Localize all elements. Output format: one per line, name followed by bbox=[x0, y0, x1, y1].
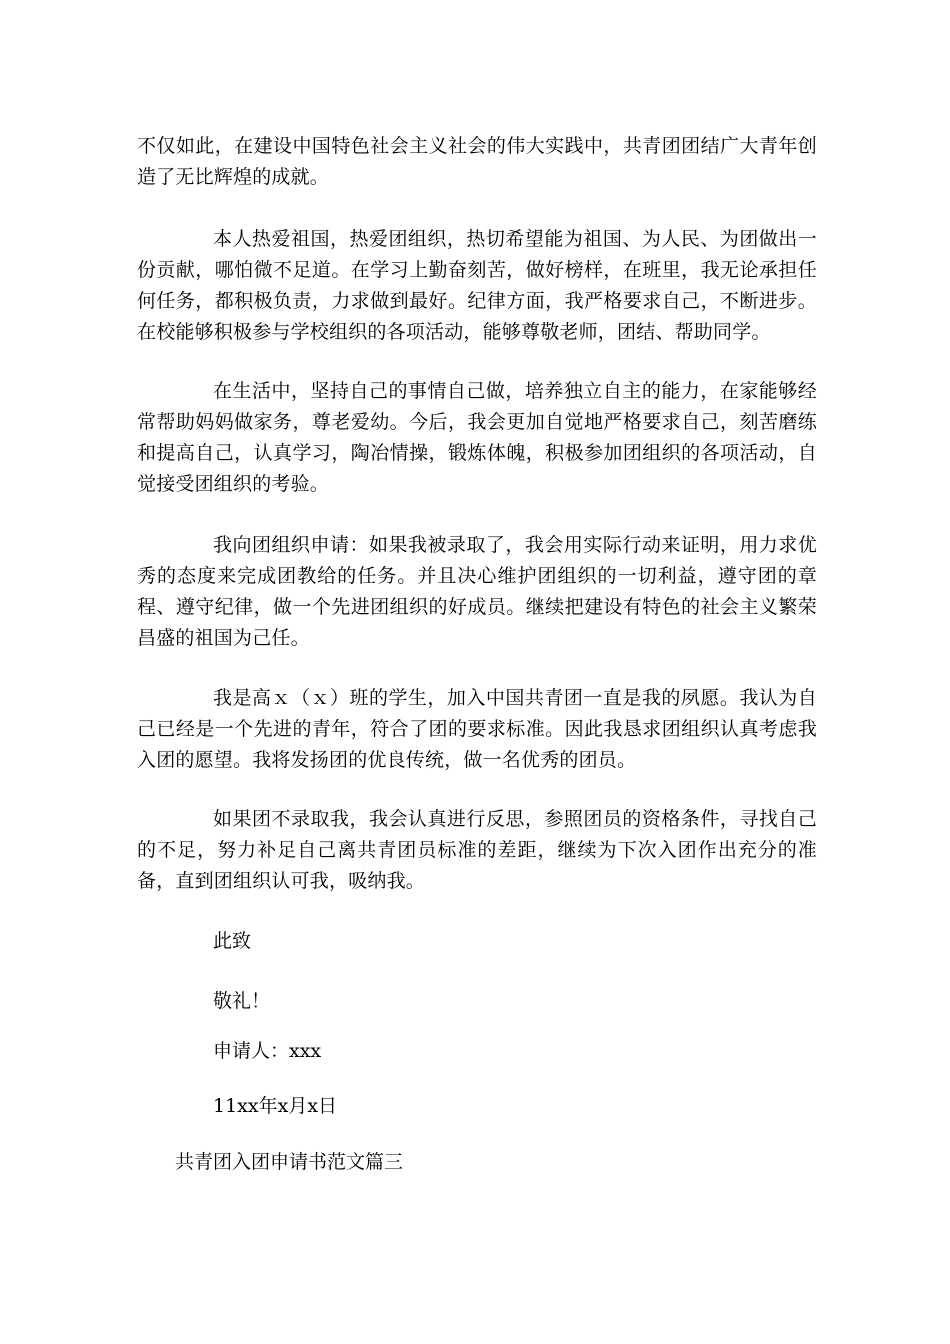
closing-regards: 敬礼！ bbox=[213, 990, 271, 1012]
applicant-signature: 申请人：xxx bbox=[213, 1040, 322, 1062]
paragraph-application: 我向团组织申请：如果我被录取了，我会用实际行动来证明，用力求优秀的态度来完成团教给的任务。并且决心维护团组织的一切利益，遵守团的章程、遵守纪律，做一个先进团组织的好成员。继续把建设有特色的社会主义繁荣昌盛的祖国为己任。 bbox=[137, 534, 817, 649]
paragraph-intro: 不仅如此，在建设中国特色社会主义社会的伟大实践中，共青团团结广大青年创造了无比辉煌的成就。 bbox=[137, 135, 817, 188]
paragraph-daily-life: 在生活中，坚持自己的事情自己做，培养独立自主的能力，在家能够经常帮助妈妈做家务，尊老爱幼。今后，我会更加自觉地严格要求自己，刻苦磨练和提高自己，认真学习，陶冶情操，锻炼体魄，积极参加团组织的各项活动，自觉接受团组织的考验。 bbox=[137, 380, 817, 495]
paragraph-love-country: 本人热爱祖国，热爱团组织，热切希望能为祖国、为人民、为团做出一份贡献，哪怕微不足道。在学习上勤奋刻苦，做好榜样，在班里，我无论承担任何任务，都积极负责，力求做到最好。纪律方面，我严格要求自己，不断进步。在校能够积极参与学校组织的各项活动，能够尊敬老师，团结、帮助同学。 bbox=[137, 228, 817, 343]
closing-salutation: 此致 bbox=[213, 930, 252, 952]
application-date: 11xx年x月x日 bbox=[213, 1095, 338, 1117]
next-section-title: 共青团入团申请书范文篇三 bbox=[175, 1151, 404, 1173]
paragraph-if-rejected: 如果团不录取我，我会认真进行反思，参照团员的资格条件，寻找自己的不足，努力补足自己离共青团员标准的差距，继续为下次入团作出充分的准备，直到团组织认可我，吸纳我。 bbox=[137, 808, 817, 892]
paragraph-student-class: 我是高ｘ（ｘ）班的学生，加入中国共青团一直是我的夙愿。我认为自己已经是一个先进的青年，符合了团的要求标准。因此我恳求团组织认真考虑我入团的愿望。我将发扬团的优良传统，做一名优秀的团员。 bbox=[137, 687, 817, 771]
